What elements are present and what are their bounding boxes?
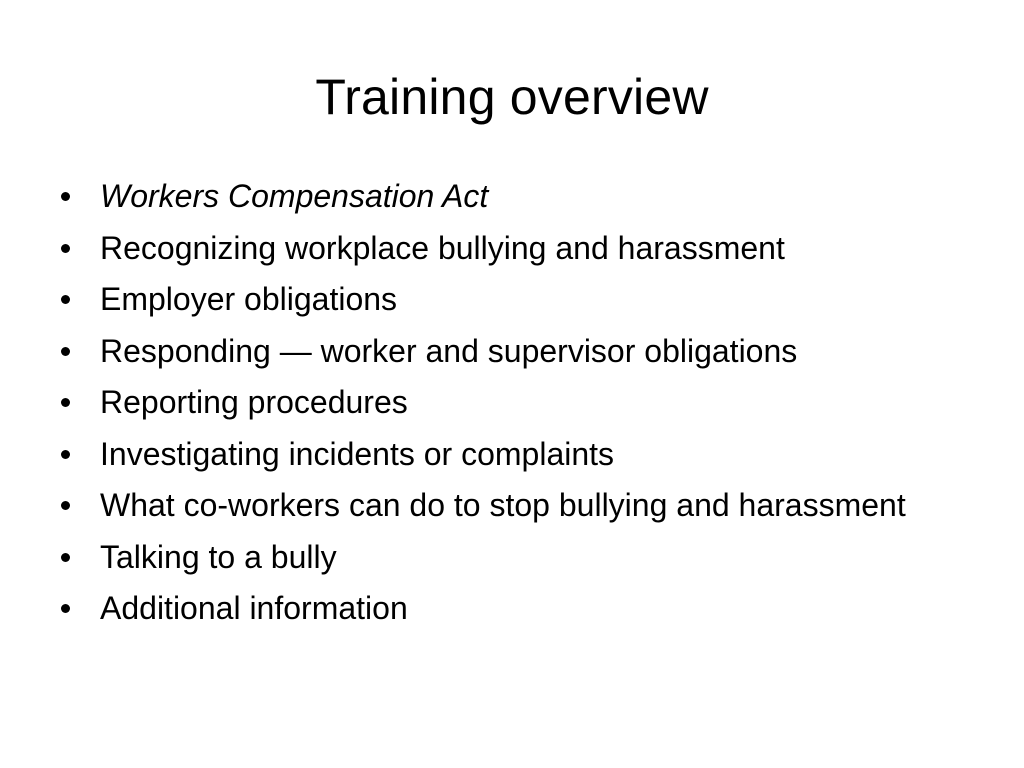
bullet-dot-icon [61, 501, 70, 510]
bullet-text: Investigating incidents or complaints [100, 435, 615, 472]
bullet-dot-icon [61, 553, 70, 562]
bullet-text: Talking to a bully [100, 538, 337, 575]
bullet-dot-icon [61, 192, 70, 201]
bullet-text: Reporting procedures [100, 384, 408, 420]
bullet-item [56, 537, 976, 577]
bullet-text: Responding — worker and supervisor obligations [100, 332, 798, 369]
bullet-dot-icon [61, 450, 70, 459]
bullet-item [56, 331, 976, 371]
bullet-text: Employer obligations [100, 281, 398, 317]
bullet-dot-icon [61, 244, 70, 253]
bullet-item [56, 176, 976, 216]
bullet-list [56, 176, 976, 640]
bullet-dot-icon [61, 604, 70, 613]
bullet-dot-icon [61, 295, 70, 304]
bullet-item [56, 434, 976, 474]
slide-title: Training overview [315, 69, 709, 125]
bullet-text: Workers Compensation Act [100, 178, 489, 214]
bullet-text: Recognizing workplace bullying and harassment [100, 229, 785, 266]
bullet-item [56, 485, 976, 525]
bullet-item [56, 588, 976, 628]
bullet-item [56, 279, 976, 319]
bullet-dot-icon [61, 398, 70, 407]
bullet-item [56, 228, 976, 268]
bullet-dot-icon [61, 347, 70, 356]
bullet-item [56, 382, 976, 422]
bullet-text: What co-workers can do to stop bullying and harassment [100, 487, 906, 523]
bullet-text: Additional information [100, 590, 408, 626]
